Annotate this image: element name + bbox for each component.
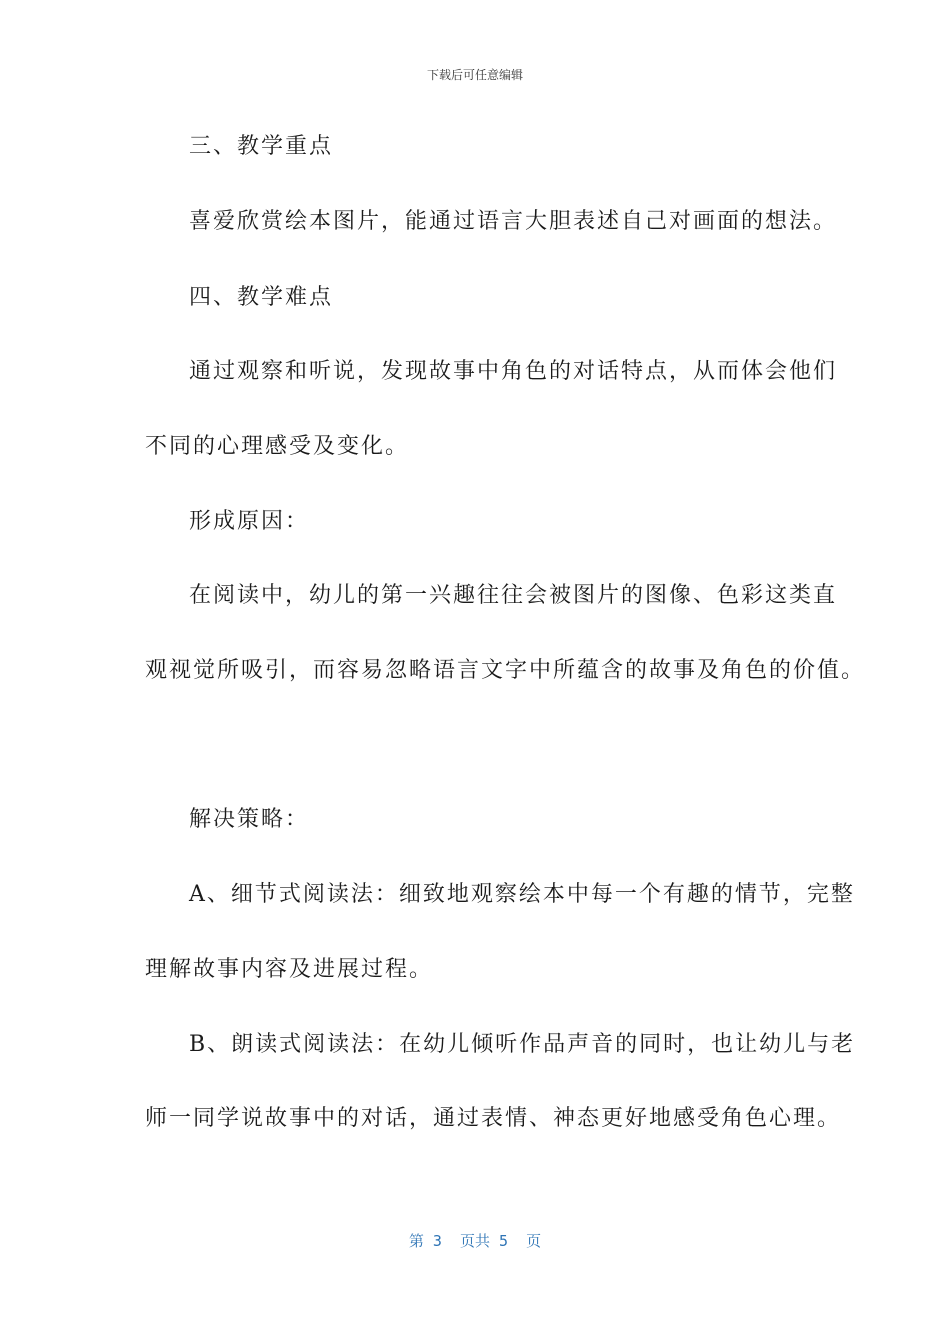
paragraph-cause-line-1: 在阅读中，幼儿的第一兴趣往往会被图片的图像、色彩这类直 xyxy=(189,583,838,608)
paragraph-cause-line-2: 观视觉所吸引，而容易忽略语言文字中所蕴含的故事及角色的价值。 xyxy=(145,658,866,683)
strategy-a-line-2: 理解故事内容及进展过程。 xyxy=(145,957,434,982)
page-number-footer: 第 3 页共 5 页 xyxy=(408,1232,542,1250)
paragraph-difficulty-line-1: 通过观察和听说，发现故事中角色的对话特点，从而体会他们 xyxy=(189,359,838,384)
page-header: 下载后可任意编辑 xyxy=(426,68,523,82)
paragraph-teaching-focus: 喜爱欣赏绘本图片，能通过语言大胆表述自己对画面的想法。 xyxy=(189,209,838,234)
paragraph-difficulty-line-2: 不同的心理感受及变化。 xyxy=(145,434,410,459)
strategy-a-line-1: A、细节式阅读法：细致地观察绘本中每一个有趣的情节，完整 xyxy=(189,882,855,907)
section-heading-teaching-difficulty: 四、教学难点 xyxy=(189,285,334,310)
strategy-b-line-1: B、朗读式阅读法：在幼儿倾听作品声音的同时，也让幼儿与老 xyxy=(189,1032,856,1057)
strategy-b-line-2: 师一同学说故事中的对话，通过表情、神态更好地感受角色心理。 xyxy=(145,1106,842,1131)
cause-label: 形成原因： xyxy=(189,509,310,534)
section-heading-teaching-focus: 三、教学重点 xyxy=(189,134,334,159)
strategy-label: 解决策略： xyxy=(189,807,310,832)
